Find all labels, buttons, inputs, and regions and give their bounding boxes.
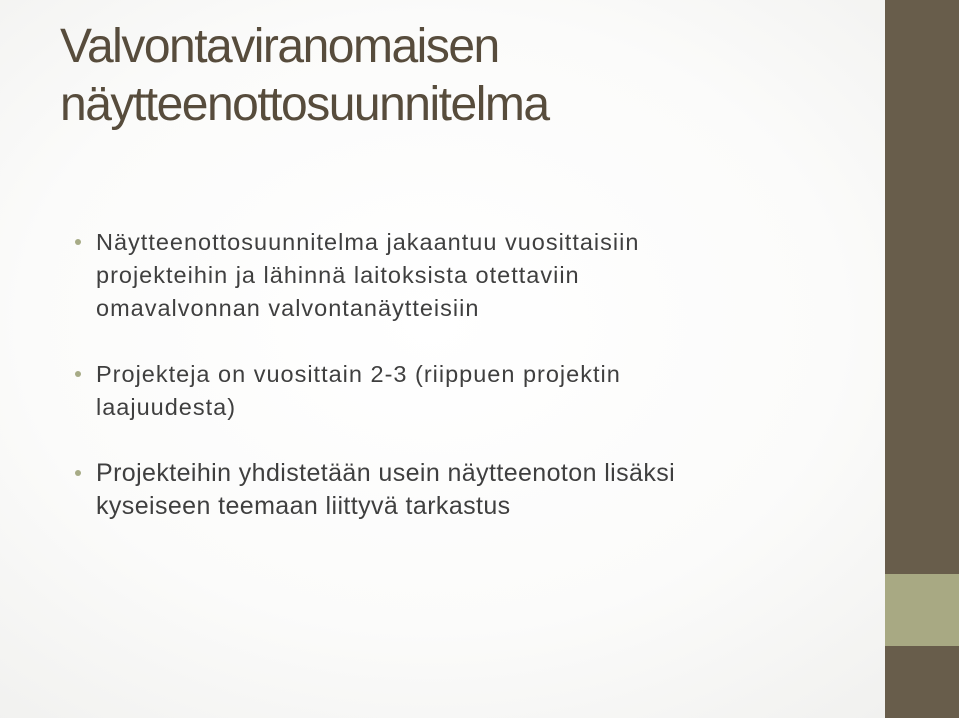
bullet-list: [75, 226, 855, 523]
bullet-text: [96, 358, 855, 424]
bullet-dot-icon: [75, 470, 81, 476]
decorative-sidebar: [885, 0, 959, 718]
bullet-line: omavalvonnan valvontanäytteisiin: [96, 295, 480, 321]
bullet-item: [75, 457, 855, 523]
bullet-dot-icon: [75, 371, 81, 377]
bullet-line: projekteihin ja lähinnä laitoksista otettaviin: [96, 262, 580, 288]
slide-title-line-2: näytteenottosuunnitelma: [60, 78, 549, 131]
bullet-line: Projekteja on vuosittain 2-3 (riippuen projektin: [96, 361, 621, 387]
bullet-line: Näytteenottosuunnitelma jakaantuu vuosittaisiin: [96, 229, 640, 255]
bullet-line: kyseiseen teemaan liittyvä tarkastus: [96, 492, 511, 520]
bullet-item: [75, 226, 855, 325]
bullet-line: Projekteihin yhdistetään usein näytteenoton lisäksi: [96, 459, 676, 487]
sidebar-band-dark-bottom: [885, 646, 959, 718]
bullet-dot-icon: [75, 239, 81, 245]
slide-title: [60, 18, 860, 134]
bullet-text: [96, 457, 855, 523]
sidebar-band-dark-top: [885, 0, 959, 574]
slide-title-line-1: Valvontaviranomaisen: [60, 20, 499, 73]
sidebar-band-light: [885, 574, 959, 646]
bullet-text: [96, 226, 855, 325]
bullet-item: [75, 358, 855, 424]
bullet-line: laajuudesta): [96, 394, 237, 420]
